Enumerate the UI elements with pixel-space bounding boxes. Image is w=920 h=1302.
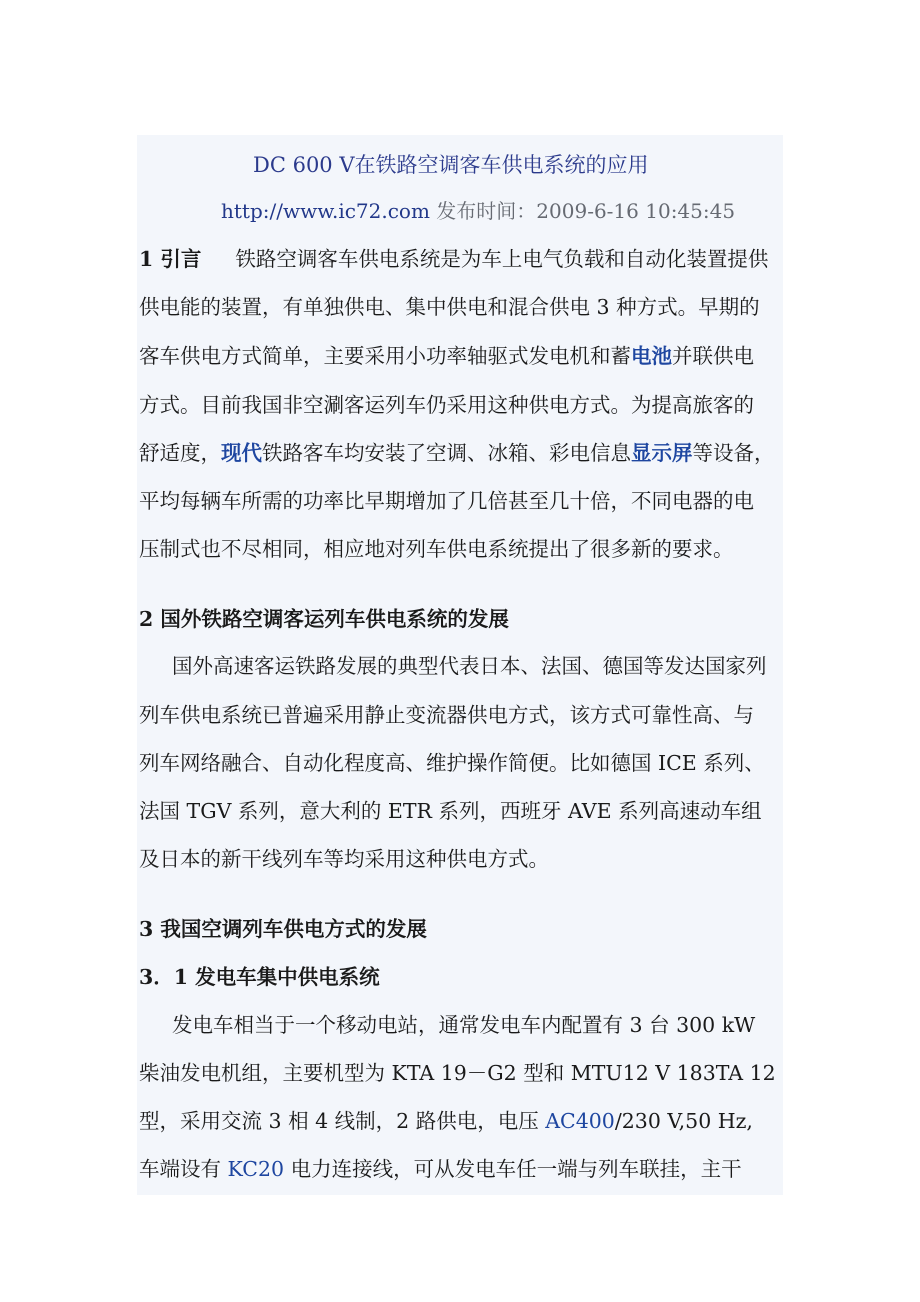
paragraph-text: /230 V,50 Hz, xyxy=(614,1109,753,1133)
paragraph-text: 铁路客车均安装了空调、冰箱、彩电信息 xyxy=(262,441,631,465)
paragraph-text: 舒适度， xyxy=(139,441,221,465)
paragraph-line: 发电车相当于一个移动电站，通常发电车内配置有 3 台 300 kW xyxy=(172,1013,756,1037)
article-title: DC 600 V在铁路空调客车供电系统的应用 xyxy=(253,153,649,177)
paragraph-line: 方式。目前我国非空涮客运列车仍采用这种供电方式。为提高旅客的 xyxy=(139,393,754,417)
paragraph-line xyxy=(139,438,819,468)
keyword-link[interactable]: 电池 xyxy=(631,344,672,368)
paragraph-text: 等设备， xyxy=(692,441,775,465)
paragraph-line: 列车供电系统已普遍采用静止变流器供电方式，该方式可靠性高、与 xyxy=(139,703,754,727)
paragraph-line: 柴油发电机组，主要机型为 KTA 19－G2 型和 MTU12 V 183TA 12 xyxy=(139,1061,776,1085)
paragraph-text: 型，采用交流 3 相 4 线制，2 路供电，电压 xyxy=(139,1109,546,1133)
paragraph-line: 法国 TGV 系列，意大利的 ETR 系列，西班牙 AVE 系列高速动车组 xyxy=(139,799,762,823)
paragraph-text: 并联供电 xyxy=(672,344,754,368)
source-link[interactable]: http://www.ic72.com xyxy=(221,199,430,223)
section-heading: 3 我国空调列车供电方式的发展 xyxy=(139,917,427,941)
paragraph-line xyxy=(139,1106,819,1136)
paragraph-line: 及日本的新干线列车等均采用这种供电方式。 xyxy=(139,847,549,871)
paragraph-line xyxy=(139,341,819,371)
paragraph-text: 客车供电方式简单，主要采用小功率轴驱式发电机和蓄 xyxy=(139,344,631,368)
keyword-link[interactable]: 现代 xyxy=(221,441,262,465)
paragraph-line: 列车网络融合、自动化程度高、维护操作简便。比如德国 ICE 系列、 xyxy=(139,751,765,775)
paragraph-line xyxy=(139,1154,819,1184)
subsection-heading: 3．1 发电车集中供电系统 xyxy=(139,965,380,989)
paragraph-line: 国外高速客运铁路发展的典型代表日本、法国、德国等发达国家列 xyxy=(172,654,767,678)
publish-time: 发布时间：2009-6-16 10:45:45 xyxy=(436,199,736,223)
keyword-link[interactable]: KC20 xyxy=(227,1157,285,1181)
paragraph-line: 压制式也不尽相同，相应地对列车供电系统提出了很多新的要求。 xyxy=(139,537,734,561)
paragraph-text: 铁路空调客车供电系统是为车上电气负载和自动化装置提供 xyxy=(235,247,769,271)
keyword-link[interactable]: 显示屏 xyxy=(631,441,693,465)
paragraph-text: 车端设有 xyxy=(139,1157,228,1181)
paragraph-line: 供电能的装置，有单独供电、集中供电和混合供电 3 种方式。早期的 xyxy=(139,295,760,319)
article-meta xyxy=(221,197,735,225)
keyword-link[interactable]: AC400 xyxy=(545,1109,615,1133)
section-heading: 1 引言 xyxy=(139,247,202,271)
paragraph-text: 电力连接线，可从发电车任一端与列车联挂，主干 xyxy=(284,1157,742,1181)
paragraph-line xyxy=(139,244,819,274)
paragraph-line: 平均每辆车所需的功率比早期增加了几倍甚至几十倍，不同电器的电 xyxy=(139,489,754,513)
section-heading: 2 国外铁路空调客运列车供电系统的发展 xyxy=(139,607,509,631)
